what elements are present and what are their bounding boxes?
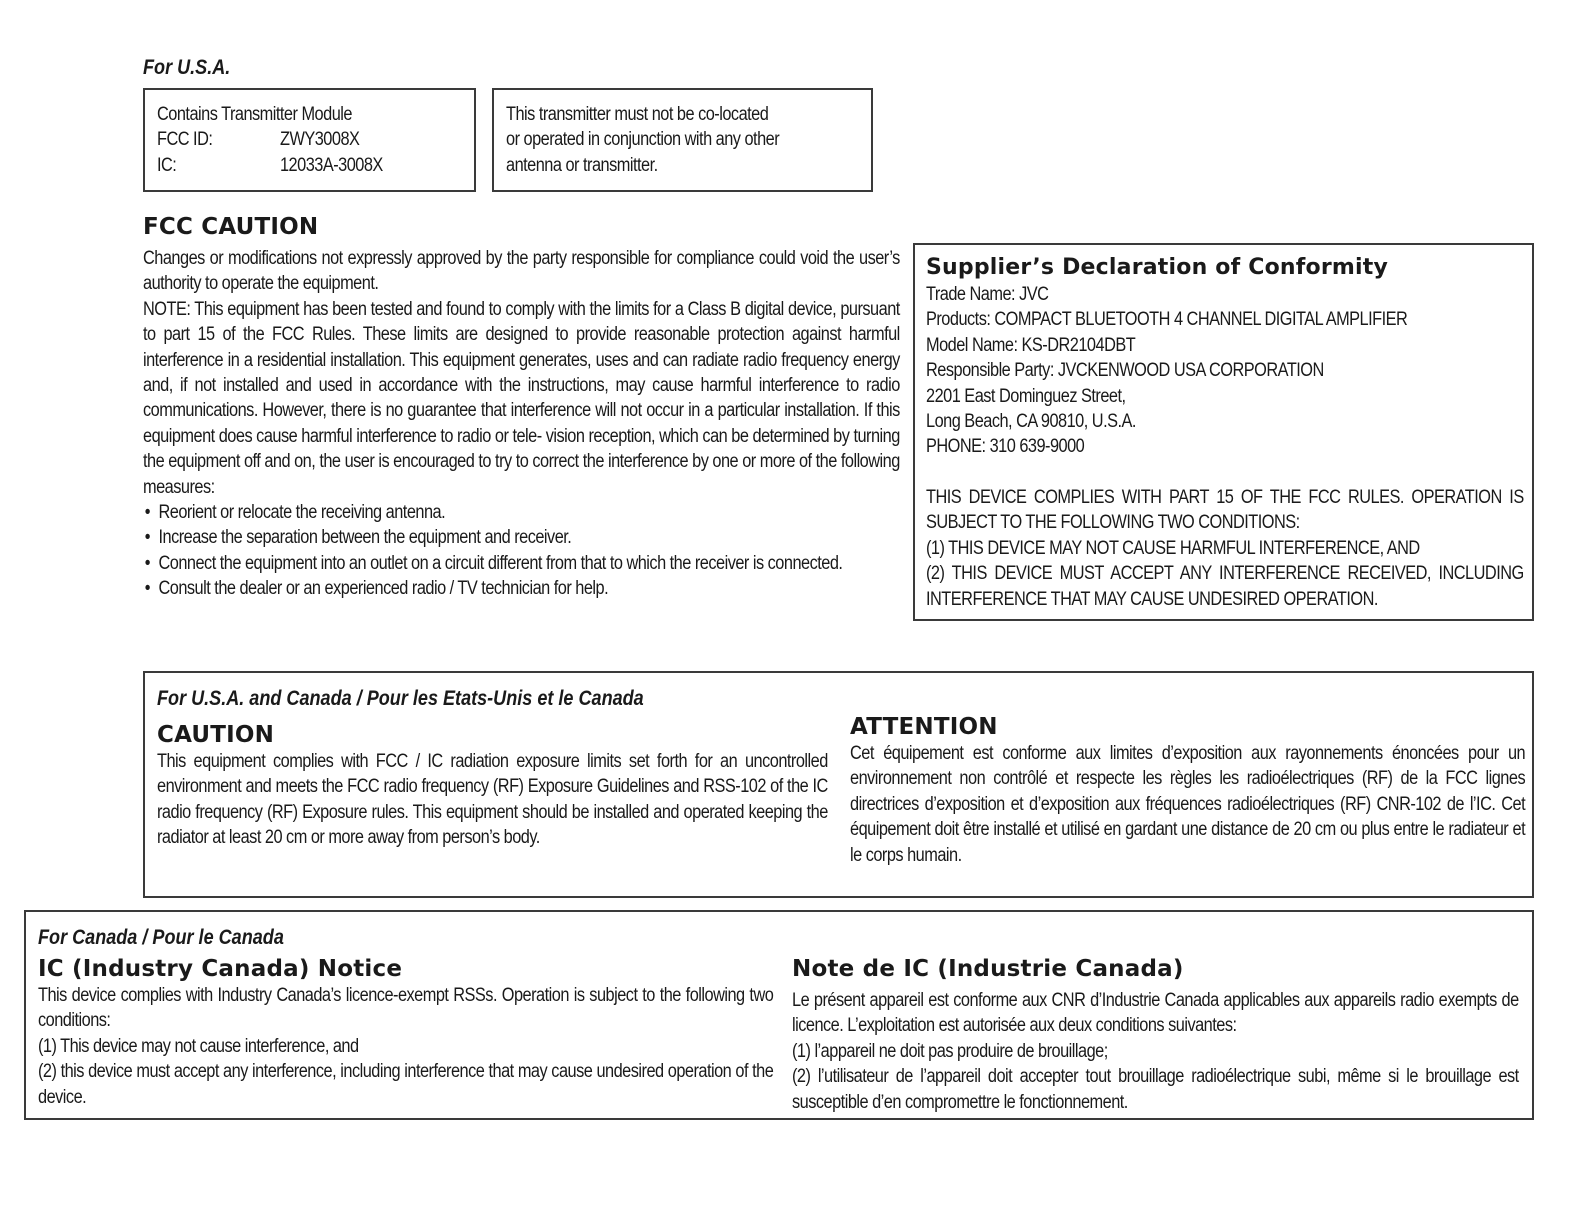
fcc-id-row — [157, 127, 467, 152]
sdoc-title: Supplier’s Declaration of Conformity — [926, 255, 1389, 280]
list-item: • Reorient or relocate the receiving antenna. — [143, 500, 900, 525]
list-item: • Consult the dealer or an experienced radio / TV technician for help. — [143, 576, 900, 601]
sdoc-products: Products: COMPACT BLUETOOTH 4 CHANNEL DIGITAL AMPLIFIER — [926, 309, 1408, 331]
note-ic-condition-2: (2) l’utilisateur de l’appareil doit accepter tout brouillage radioélectrique subi, même si le brouillage est susceptible d’en compromettre le fonctionnement. — [792, 1066, 1519, 1113]
attention-title: ATTENTION — [850, 714, 998, 740]
sdoc-details — [926, 282, 1528, 460]
fcc-id-label: FCC ID: — [157, 129, 213, 151]
ic-notice-condition-1: (1) This device may not cause interference, and — [38, 1035, 359, 1057]
sdoc-condition-1: (1) THIS DEVICE MAY NOT CAUSE HARMFUL INTERFERENCE, AND — [926, 537, 1420, 559]
ic-notice-body — [38, 983, 773, 1110]
sdoc-model-name: Model Name: KS-DR2104DBT — [926, 334, 1136, 356]
sdoc-phone: PHONE: 310 639-9000 — [926, 436, 1085, 458]
note-ic-condition-1: (1) l’appareil ne doit pas produire de brouillage; — [792, 1040, 1108, 1062]
sdoc-street: 2201 East Dominguez Street, — [926, 385, 1126, 407]
measures-list — [143, 500, 900, 602]
ic-row — [157, 153, 467, 178]
fcc-caution-body — [143, 246, 900, 602]
sdoc-city: Long Beach, CA 90810, U.S.A. — [926, 411, 1136, 433]
note-ic-title: Note de IC (Industrie Canada) — [792, 956, 1184, 982]
ic-value: 12033A-3008X — [279, 154, 383, 176]
caution-text: This equipment complies with FCC / IC radiation exposure limits set forth for an uncontrolled environment and meets the FCC radio frequency (RF) Exposure Guidelines and RSS-102 of the IC radio frequency (RF) Exposure rules. This equipment should be installed and operated keeping the radiator at least 20 cm or more away from person’s body. — [157, 751, 828, 849]
ic-notice-condition-2: (2) this device must accept any interference, including interference that may cause undesired operation of the device. — [38, 1061, 774, 1108]
colocation-line-2: or operated in conjunction with any other — [506, 129, 780, 151]
ic-notice-title: IC (Industry Canada) Notice — [38, 956, 403, 982]
fcc-caution-title: FCC CAUTION — [143, 214, 319, 240]
colocation-box — [492, 88, 873, 192]
fcc-caution-para-1: Changes or modifications not expressly approved by the party responsible for compliance could void the user’s authority to operate the equipment. — [143, 248, 900, 295]
sdoc-trade-name: Trade Name: JVC — [926, 284, 1049, 305]
fcc-caution-para-2: NOTE: This equipment has been tested and found to comply with the limits for a Class B digital device, pursuant to part 15 of the FCC Rules. These limits are designed to provide reasonable protection against harmful interference in a residential installation. This equipment generates, uses and can radiate radio frequency energy and, if not installed and used in accordance with the instructions, may cause harmful interference to radio communications. However, there is no guarantee that interference will not occur in a particular installation. If this equipment does cause harmful interference to radio or tele- vision reception, which can be determined by turning the equipment off and on, the user is encouraged to try to correct the interference by one or more of the following measures: — [143, 298, 900, 498]
canada-box — [24, 910, 1534, 1120]
usa-canada-box — [143, 671, 1534, 898]
module-line: Contains Transmitter Module — [157, 104, 352, 125]
colocation-line-3: antenna or transmitter. — [506, 154, 658, 176]
usa-heading: For U.S.A. — [143, 56, 231, 79]
sdoc-compliance — [926, 485, 1524, 612]
list-item: • Connect the equipment into an outlet on a circuit different from that to which the receiver is connected. — [143, 551, 900, 576]
sdoc-condition-2: (2) THIS DEVICE MUST ACCEPT ANY INTERFERENCE RECEIVED, INCLUDING INTERFERENCE THAT MAY CAUSE UNDESIRED OPERATION. — [926, 563, 1524, 610]
sdoc-box — [913, 243, 1534, 621]
caution-title: CAUTION — [157, 722, 275, 748]
sdoc-responsible-party: Responsible Party: JVCKENWOOD USA CORPORATION — [926, 360, 1324, 382]
sdoc-compliance-text: THIS DEVICE COMPLIES WITH PART 15 OF THE FCC RULES. OPERATION IS SUBJECT TO THE FOLLOWING TWO CONDITIONS: — [926, 487, 1524, 534]
note-ic-text: Le présent appareil est conforme aux CNR d’Industrie Canada applicables aux appareils radio exempts de licence. L’exploitation est autorisée aux deux conditions suivantes: — [792, 990, 1519, 1037]
list-item: • Increase the separation between the equipment and receiver. — [143, 525, 900, 550]
transmitter-module-box — [143, 88, 476, 192]
attention-text: Cet équipement est conforme aux limites d’exposition aux rayonnements énoncées pour un environnement non contrôlé et respecte les règles les radioélectriques (RF) de la FCC lignes directrices d’exposition et d’exposition aux fréquences radioélectriques (RF) CNR-102 de l’IC. Cet équipement doit être installé et utilisé en gardant une distance de 20 cm ou plus entre le radiateur et le corps humain. — [850, 743, 1526, 866]
canada-heading: For Canada / Pour le Canada — [38, 926, 284, 949]
ic-label: IC: — [157, 154, 177, 176]
ic-notice-text: This device complies with Industry Canada’s licence-exempt RSSs. Operation is subject to the following two conditions: — [38, 985, 774, 1032]
usa-canada-heading: For U.S.A. and Canada / Pour les Etats-Unis et le Canada — [157, 687, 644, 710]
colocation-line-1: This transmitter must not be co-located — [506, 104, 769, 125]
note-ic-body — [792, 988, 1519, 1115]
fcc-id-value: ZWY3008X — [279, 129, 360, 151]
